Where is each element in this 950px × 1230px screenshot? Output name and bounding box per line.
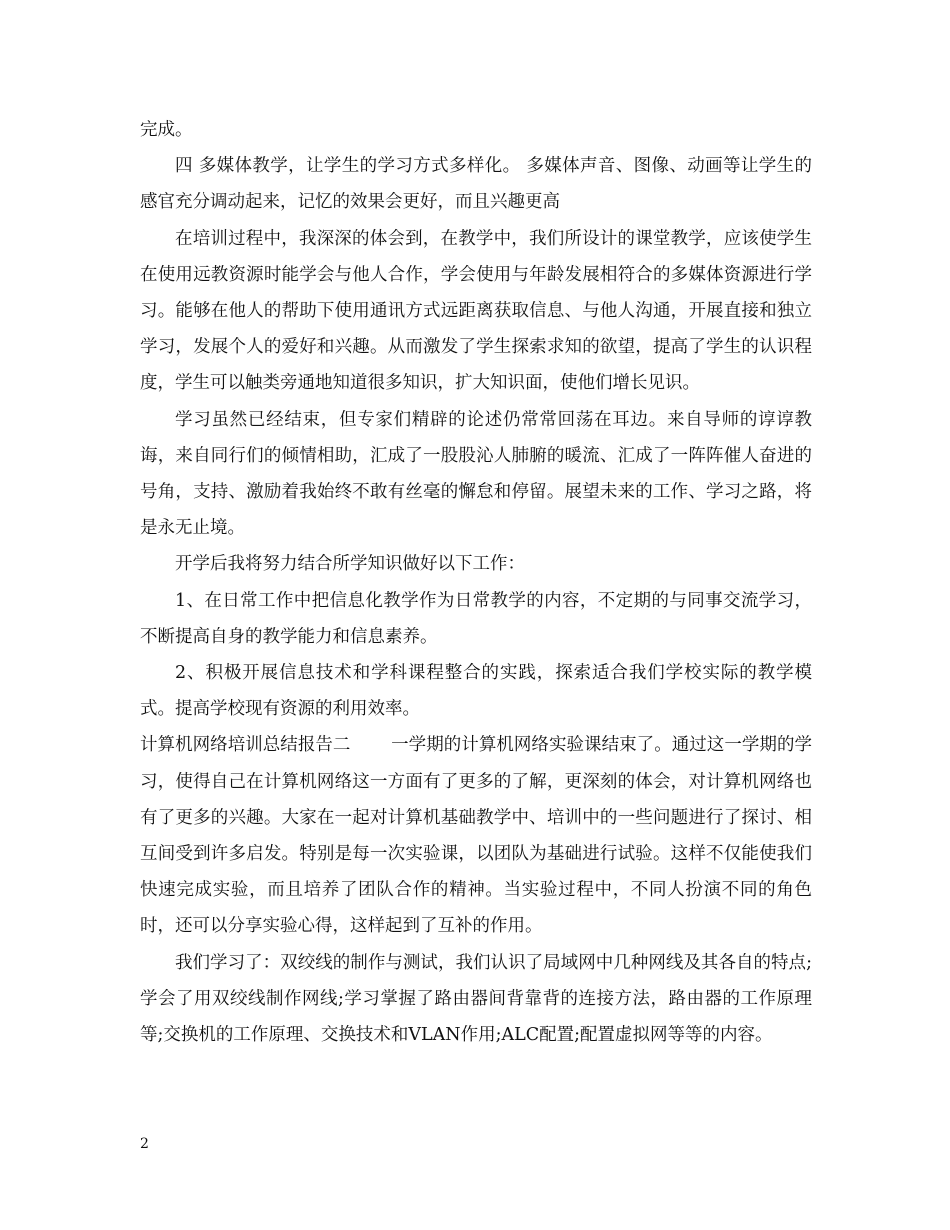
paragraph-8: 计算机网络培训总结报告二 一学期的计算机网络实验课结束了。通过这一学期的学习，使得自己在计算机网络这一方面有了更多的了解，更深刻的体会，对计算机网络也有了更多的兴趣。大家在一起对计算机基础教学中、培训中的一些问题进行了探讨、相互间受到许多启发。特别是每一次实验课，以团队为基础进行试验。这样不仅能使我们快速完成实验，而且培养了团队合作的精神。当实验过程中，不同人扮演不同的角色时，还可以分享实验心得，这样起到了互补的作用。 xyxy=(140,735,812,937)
paragraph-2: 四 多媒体教学，让学生的学习方式多样化。 多媒体声音、图像、动画等让学生的感官充分调动起来，记忆的效果会更好，而且兴趣更高 xyxy=(140,156,812,213)
paragraph-9: 我们学习了：双绞线的制作与测试，我们认识了局域网中几种网线及其各自的特点;学会了用双绞线制作网线;学习掌握了路由器间背靠背的连接方法，路由器的工作原理等;交换机的工作原理、交换技术和VLAN作用;ALC配置;配置虚拟网等等的内容。 xyxy=(140,952,812,1046)
paragraph-6: 1、在日常工作中把信息化教学作为日常教学的内容，不定期的与同事交流学习，不断提高自身的教学能力和信息素养。 xyxy=(140,590,812,647)
page-number: 2 xyxy=(140,1136,149,1152)
paragraph-4: 学习虽然已经结束，但专家们精辟的论述仍常常回荡在耳边。来自导师的谆谆教诲，来自同行们的倾情相助，汇成了一股股沁人肺腑的暖流、汇成了一阵阵催人奋进的号角，支持、激励着我始终不敢有丝毫的懈怠和停留。展望未来的工作、学习之路，将是永无止境。 xyxy=(140,409,812,539)
paragraph-3: 在培训过程中，我深深的体会到，在教学中，我们所设计的课堂教学，应该使学生在使用远教资源时能学会与他人合作，学会使用与年龄发展相符合的多媒体资源进行学习。能够在他人的帮助下使用通讯方式远距离获取信息、与他人沟通，开展直接和独立学习，发展个人的爱好和兴趣。从而激发了学生探索求知的欲望，提高了学生的认识程度，学生可以触类旁通地知道很多知识，扩大知识面，使他们增长见识。 xyxy=(140,228,812,394)
document-body xyxy=(140,112,812,1053)
paragraph-5: 开学后我将努力结合所学知识做好以下工作： xyxy=(175,554,525,575)
paragraph-1: 完成。 xyxy=(140,120,193,140)
paragraph-7: 2、积极开展信息技术和学科课程整合的实践，探索适合我们学校实际的教学模式。提高学校现有资源的利用效率。 xyxy=(140,663,812,720)
